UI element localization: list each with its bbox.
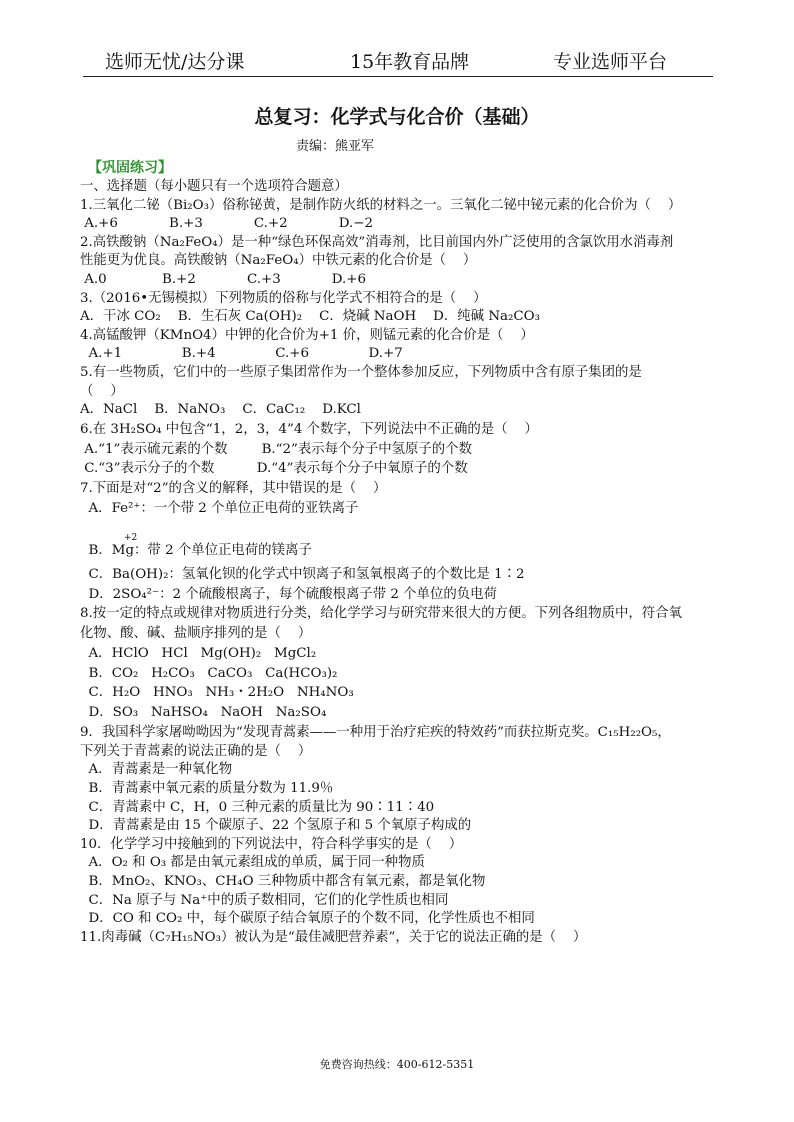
document-title: 总复习：化学式与化合价（基础） xyxy=(254,106,540,128)
text-line: 6.在 3H₂SO₄ 中包含“1，2，3，4”4 个数字，下列说法中不正确的是（ ） xyxy=(80,421,538,437)
text-line-mg xyxy=(80,519,720,565)
text-line: 9．我国科学家屠呦呦因为“发现青蒿素——一种用于治疗疟疾的特效药”而获拉斯克奖。C₁₅H₂₂O₅， xyxy=(80,725,671,741)
text-line: B．MnO₂、KNO₃、CH₄O 三种物质中都含有氧元素，都是氧化物 xyxy=(80,874,486,890)
footer-hotline: 免费咨询热线：400-612-5351 xyxy=(319,1058,475,1071)
text-line: D．2SO₄²⁻：2 个硫酸根离子，每个硫酸根离子带 2 个单位的负电荷 xyxy=(80,586,497,602)
text-line: 5.有一些物质，它们中的一些原子集团常作为一个整体参加反应，下列物质中含有原子集团的是 xyxy=(80,364,642,380)
text-line: A．NaCl B．NaNO₃ C．CaC₁₂ D.KCl xyxy=(80,402,361,418)
text-line: 2.高铁酸钠（Na₂FeO₄）是一种“绿色环保高效”消毒剂，比目前国内外广泛使用的含氯饮用水消毒剂 xyxy=(80,234,674,250)
section-heading: 【巩固练习】 xyxy=(88,160,172,176)
text-line: 化物、酸、碱、盐顺序排列的是（ ） xyxy=(80,626,312,642)
text-line: 3.（2016•无锡模拟）下列物质的俗称与化学式不相符合的是（ ） xyxy=(80,290,487,306)
header-brand-center: 15年教育品牌 xyxy=(350,51,470,73)
text-line: 8.按一定的特点或规律对物质进行分类，给化学学习与研究带来很大的方便。下列各组物质中，符合氧 xyxy=(80,606,682,622)
text-line: A.+6 B.+3 C.+2 D.−2 xyxy=(80,216,374,232)
text-line: 10．化学学习中接触到的下列说法中，符合科学事实的是（ ） xyxy=(80,836,463,852)
text-line: 下列关于青蒿素的说法正确的是（ ） xyxy=(80,743,312,759)
text-line: A．HClO HCl Mg(OH)₂ MgCl₂ xyxy=(80,645,317,661)
text-line: 性能更为优良。高铁酸钠（Na₂FeO₄）中铁元素的化合价是（ ） xyxy=(80,253,477,269)
text-line: A.“1”表示硫元素的个数 B.“2”表示每个分子中氢原子的个数 xyxy=(80,441,472,457)
text-line: A.+1 B.+4 C.+6 D.+7 xyxy=(80,346,403,362)
text-line: 1.三氧化二铋（Bi₂O₃）俗称铋黄，是制作防火纸的材料之一。三氧化二铋中铋元素的化合价为（ ） xyxy=(80,197,682,213)
text-line: B．CO₂ H₂CO₃ CaCO₃ Ca(HCO₃)₂ xyxy=(80,665,338,681)
header-brand-right: 专业选师平台 xyxy=(553,51,668,73)
text-line: 4.高锰酸钾（KMnO4）中钾的化合价为+1 价，则锰元素的化合价是（ ） xyxy=(80,327,534,343)
text-line: 一、选择题（每小题只有一个选项符合题意） xyxy=(80,179,348,194)
text-line: （ ） xyxy=(80,383,124,399)
text-line: B．Mg：带 2 个单位正电荷的镁离子 xyxy=(80,543,312,559)
text-line: A．Fe²⁺：一个带 2 个单位正电荷的亚铁离子 xyxy=(80,500,359,516)
text-line: A．干冰 CO₂ B．生石灰 Ca(OH)₂ C．烧碱 NaOH D．纯碱 Na₂CO₃ xyxy=(80,309,540,325)
text-line: 7.下面是对“2”的含义的解释，其中错误的是（ ） xyxy=(80,481,387,497)
text-line: D．青蒿素是由 15 个碳原子、22 个氢原子和 5 个氧原子构成的 xyxy=(80,818,472,834)
text-line: A．O₂ 和 O₃ 都是由氧元素组成的单质，属于同一种物质 xyxy=(80,855,425,871)
text-line: C．Na 原子与 Na⁺中的质子数相同，它们的化学性质也相同 xyxy=(80,892,449,908)
text-line: D．SO₃ NaHSO₄ NaOH Na₂SO₄ xyxy=(80,705,327,721)
text-line: C．H₂O HNO₃ NH₃・2H₂O NH₄NO₃ xyxy=(80,685,354,701)
text-line: C.“3”表示分子的个数 D.“4”表示每个分子中氧原子的个数 xyxy=(80,461,468,477)
text-line: C．青蒿素中 C，H，0 三种元素的质量比为 90∶11∶40 xyxy=(80,799,435,815)
text-line: 11.肉毒碱（C₇H₁₅NO₃）被认为是“最佳减肥营养素”，关于它的说法正确的是（ ） xyxy=(80,929,587,945)
editor-credit: 责编：熊亚军 xyxy=(296,139,375,154)
question-list xyxy=(80,178,720,947)
header-brand-left: 选师无忧/达分课 xyxy=(105,51,245,73)
page-header xyxy=(83,50,713,77)
mg-charge-label: +2 xyxy=(124,532,138,543)
text-line: C．Ba(OH)₂：氢氧化钡的化学式中钡离子和氢氧根离子的个数比是 1∶2 xyxy=(80,566,525,582)
text-line: A．青蒿素是一种氧化物 xyxy=(80,762,233,778)
text-line: A.0 B.+2 C.+3 D.+6 xyxy=(80,271,367,287)
text-line: D．CO 和 CO₂ 中，每个碳原子结合氧原子的个数不同，化学性质也不相同 xyxy=(80,911,535,927)
text-line: B．青蒿素中氧元素的质量分数为 11.9％ xyxy=(80,781,334,797)
